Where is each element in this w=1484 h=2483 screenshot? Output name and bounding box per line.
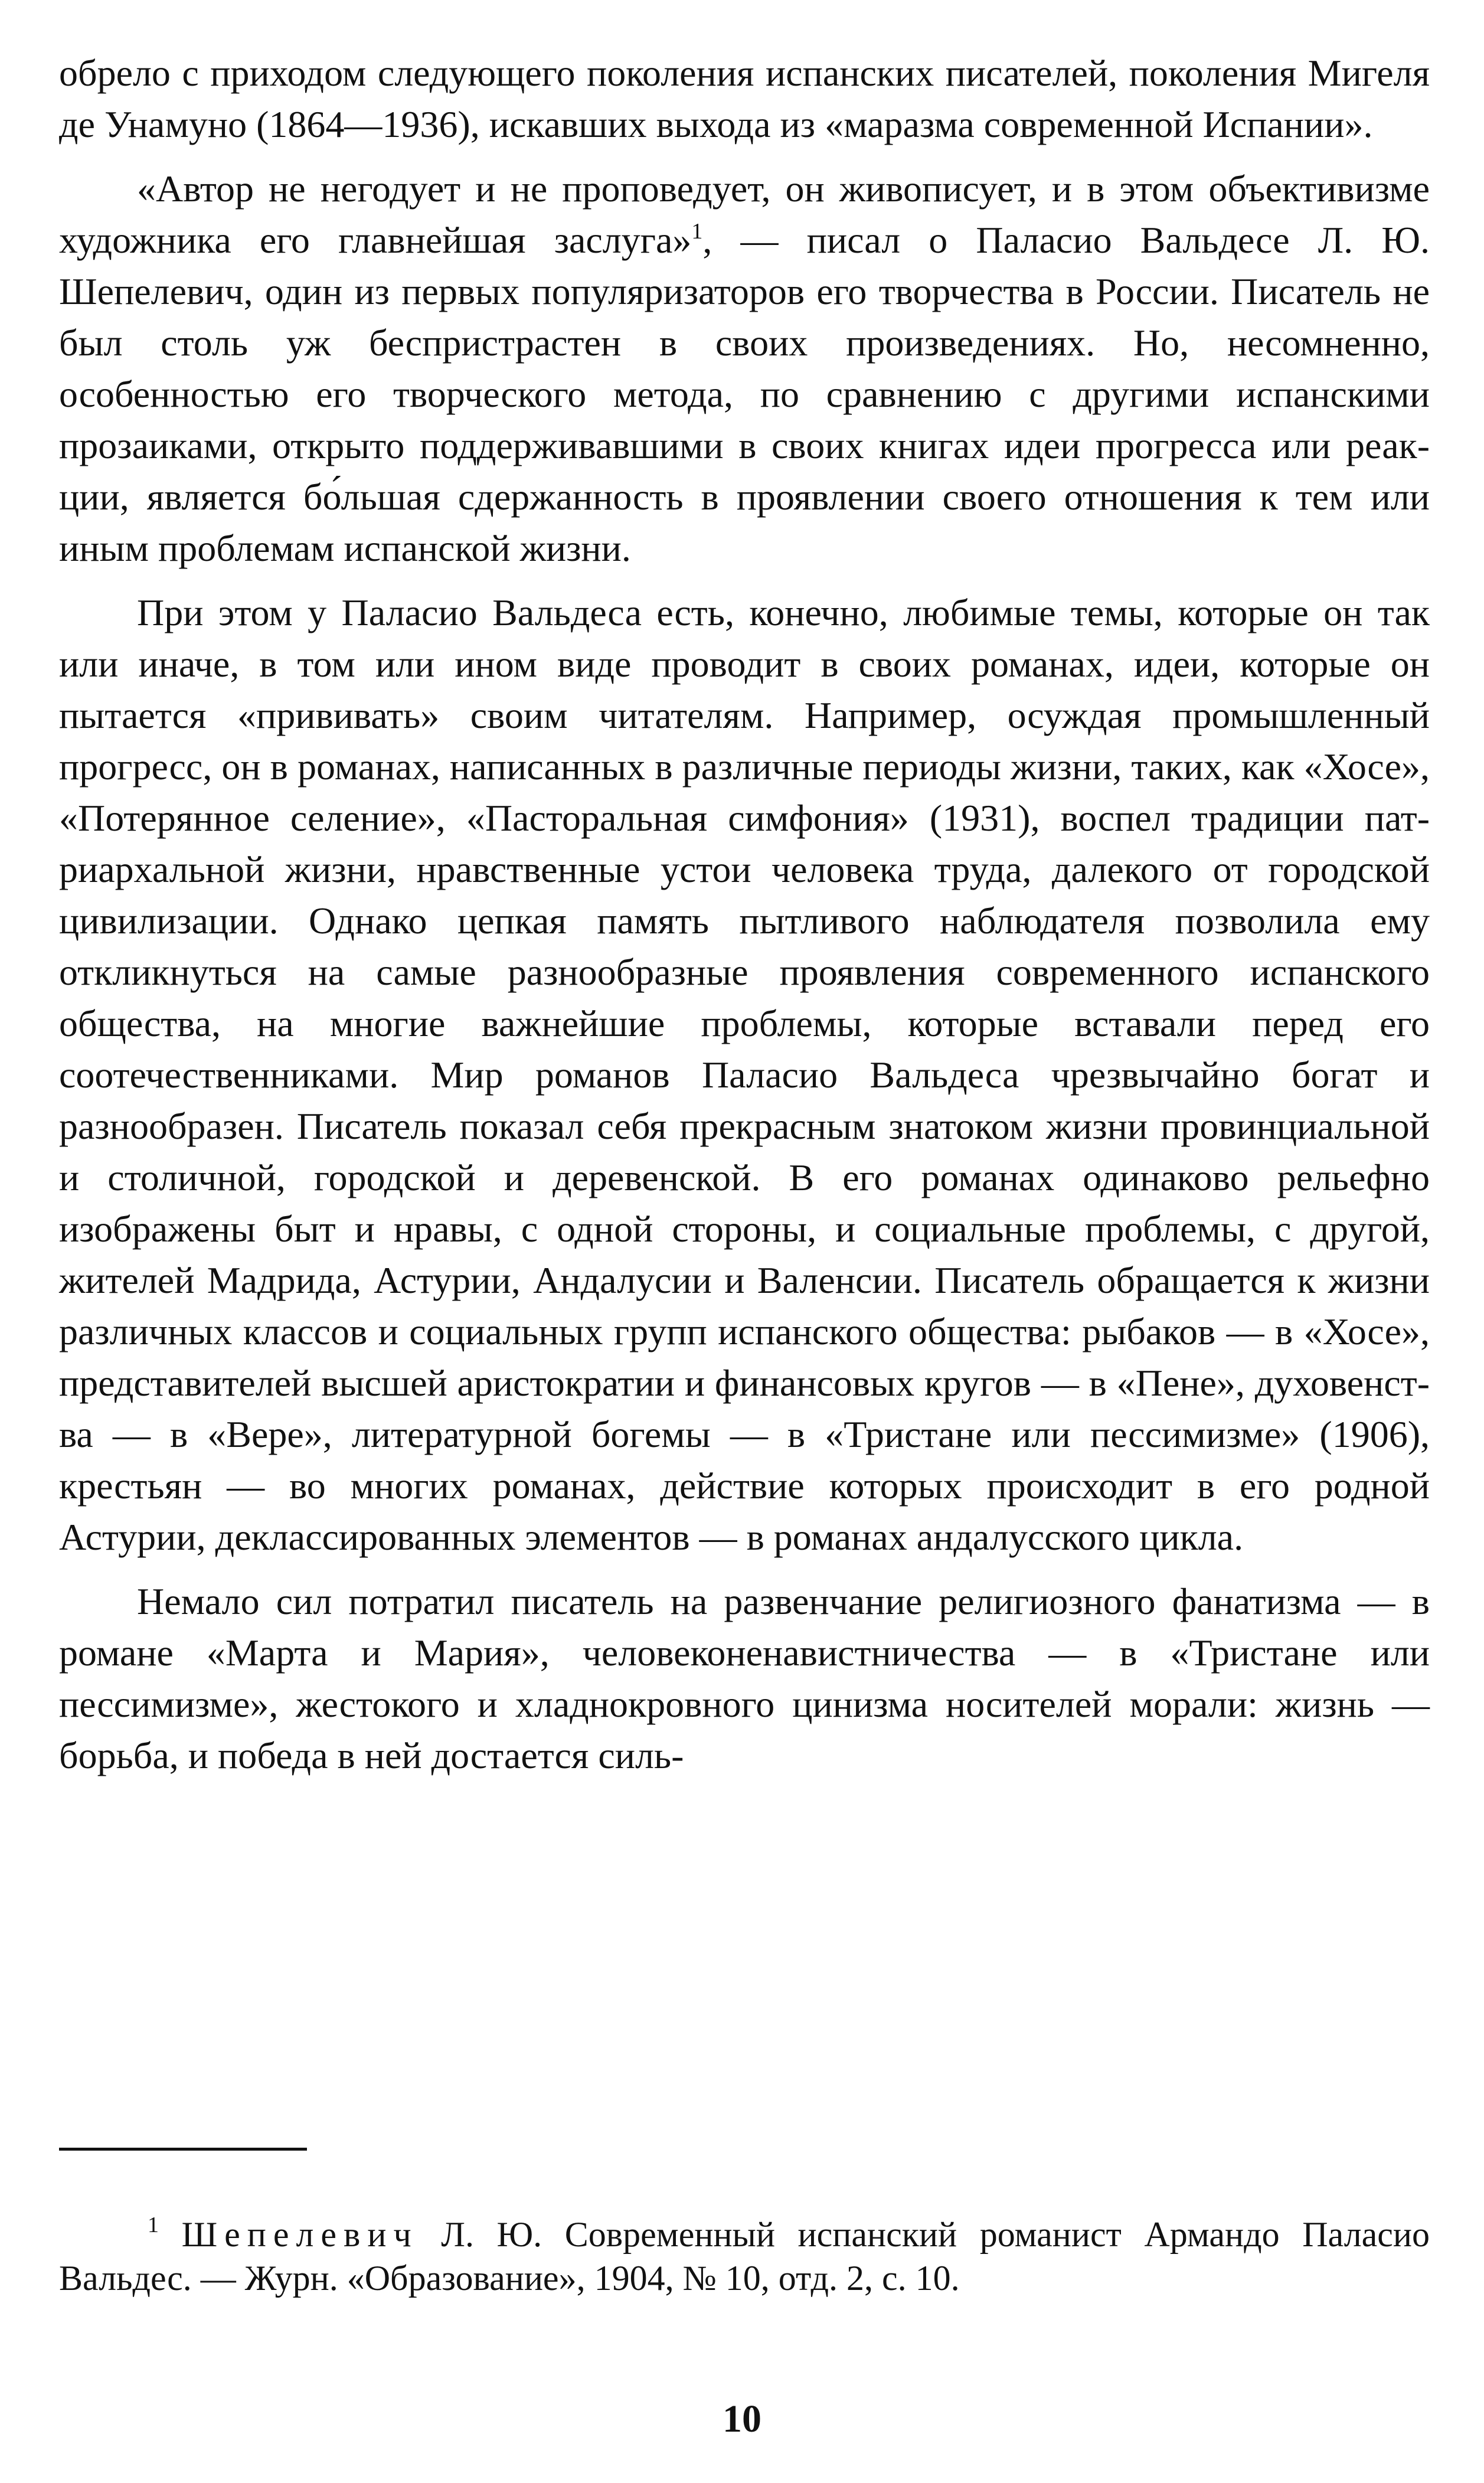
paragraph-2 [59, 163, 1430, 574]
paragraph-2-quote: «Автор не негодует и не проповедует, он живописует, и в этом объективизме художника его главнейшая заслуга» [59, 168, 1430, 261]
footnote [59, 2213, 1430, 2300]
paragraph-1: обрело с приходом следующего поколения испанских писателей, поколения Мигеля де Унамуно (1864—1936), искавших выхода из «маразма современной Испании». [59, 52, 1430, 145]
paragraph-2-rest: , — писал о Паласио Вальдесе Л. Ю. Шепелевич, один из первых популяризаторов его творчества в России. Писатель не был столь уж беспристрастен в своих произведениях. Но, несомненно, особенностью его творческого метода, по сравнению с другими испанскими прозаиками, открыто поддерживавшими в своих книгах идеи прогресса или реакции, является бо́льшая сдержанность в проявлении своего отношения к тем или иным проблемам испанской жизни. [59, 219, 1430, 569]
footnote-reference: 1 [691, 219, 703, 244]
paragraph-3: При этом у Паласио Вальдеса есть, конечно, любимые темы, которые он так или иначе, в том или ином виде проводит в своих романах, идеи, которые он пытается «прививать» своим читателям. Например, осуждая промышленный прогресс, он в романах, написанных в различные периоды жизни, таких, как «Хосе», «Потерянное селение», «Пасторальная симфония» (1931), воспел традиции патриархальной жизни, нравственные устои человека труда, далекого от городской цивилизации. Однако цепкая память пытливого наблюдателя позволила ему откликнуться на самые разнообразные проявления современного испанского общества, на многие важнейшие проблемы, которые вставали перед его соотечественниками. Мир романов Паласио Вальдеса чрезвычайно богат и разнообразен. Писатель показал себя прекрасным знатоком жизни провинциальной и столичной, городской и деревенской. В его романах одинаково рельефно изображены быт и нравы, с одной стороны, и социальные проблемы, с другой, жителей Мадрида, Астурии, Андалусии и Валенсии. Писатель обращается к жизни различных классов и социальных групп испанского общества: рыбаков — в «Хосе», представителей высшей аристократии и финансовых кругов — в «Пене», духовенства — в «Вере», литературной богемы — в «Тристане или пессимизме» (1906), крестьян — во многих романах, действие которых происходит в его родной Астурии, деклассированных элементов — в романах андалусского цикла. [59, 592, 1430, 1558]
page-body [59, 47, 1430, 1781]
footnote-text: Л. Ю. Современный испанский романист Армандо Паласио Вальдес. — Журн. «Образование», 1904, № 10, отд. 2, с. 10. [59, 2215, 1430, 2298]
footnote-author: Шепелевич [181, 2215, 419, 2254]
page-number: 10 [723, 2397, 761, 2440]
footnote-separator [59, 2148, 307, 2151]
paragraph-4: Немало сил потратил писатель на развенчание религиозного фанатизма — в романе «Марта и Мария», человеконенавистничества — в «Тристане или пессимизме», жестокого и хладнокровного цинизма носителей морали: жизнь — борьба, и победа в ней достается силь- [59, 1580, 1430, 1776]
footnote-number: 1 [148, 2213, 159, 2237]
